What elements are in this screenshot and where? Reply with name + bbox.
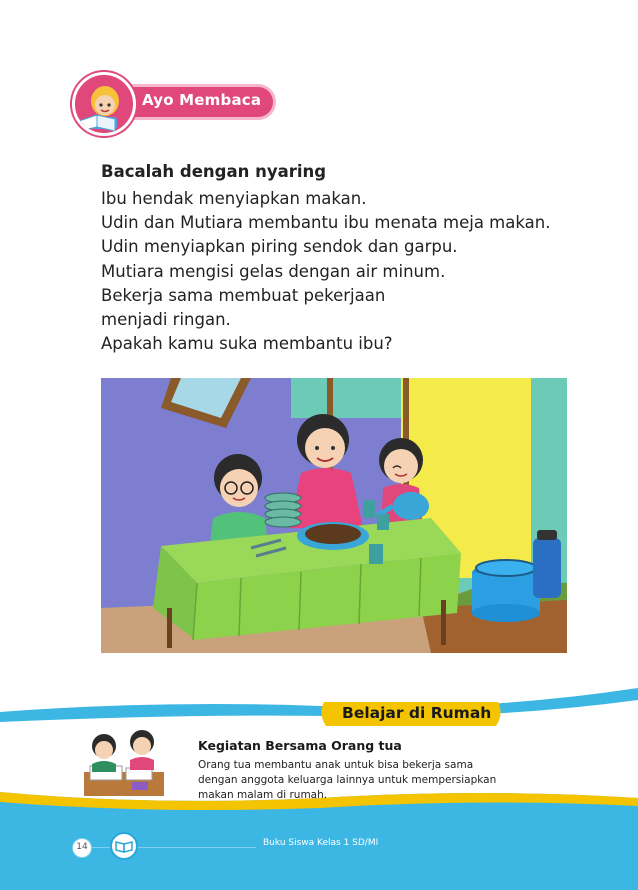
section-badge — [72, 72, 278, 130]
reading-passage — [101, 162, 601, 356]
home-heading: Kegiatan Bersama Orang tua — [198, 738, 402, 753]
footer-divider — [138, 847, 256, 848]
reading-instruction: Bacalah dengan nyaring — [101, 162, 327, 181]
reading-child-icon — [72, 72, 136, 136]
home-description-line: dengan anggota keluarga lainnya untuk mempersiapkan — [198, 774, 497, 786]
reading-line: menjadi ringan. — [101, 310, 231, 330]
page-number: 14 — [72, 838, 92, 858]
footer-divider — [92, 847, 110, 848]
open-book-icon — [110, 832, 138, 860]
reading-line: Ibu hendak menyiapkan makan. — [101, 189, 367, 208]
reading-line: Udin menyiapkan piring sendok dan garpu. — [101, 237, 458, 257]
home-description — [198, 758, 548, 803]
reading-line: Apakah kamu suka membantu ibu? — [101, 334, 393, 354]
book-credit: Buku Siswa Kelas 1 SD/MI — [263, 838, 379, 848]
reading-line: Udin dan Mutiara membantu ibu menata meja makan. — [101, 213, 551, 233]
reading-line: Bekerja sama membuat pekerjaan — [101, 285, 386, 305]
home-tag-label: Belajar di Rumah — [342, 704, 492, 722]
home-description-line: makan malam di rumah. — [198, 789, 328, 801]
family-dinner-illustration — [101, 378, 567, 653]
section-title: Ayo Membaca — [142, 91, 262, 109]
parent-child-study-icon — [80, 728, 170, 800]
reading-line: Mutiara mengisi gelas dengan air minum. — [101, 261, 446, 281]
home-description-line: Orang tua membantu anak untuk bisa bekerja sama — [198, 759, 474, 771]
